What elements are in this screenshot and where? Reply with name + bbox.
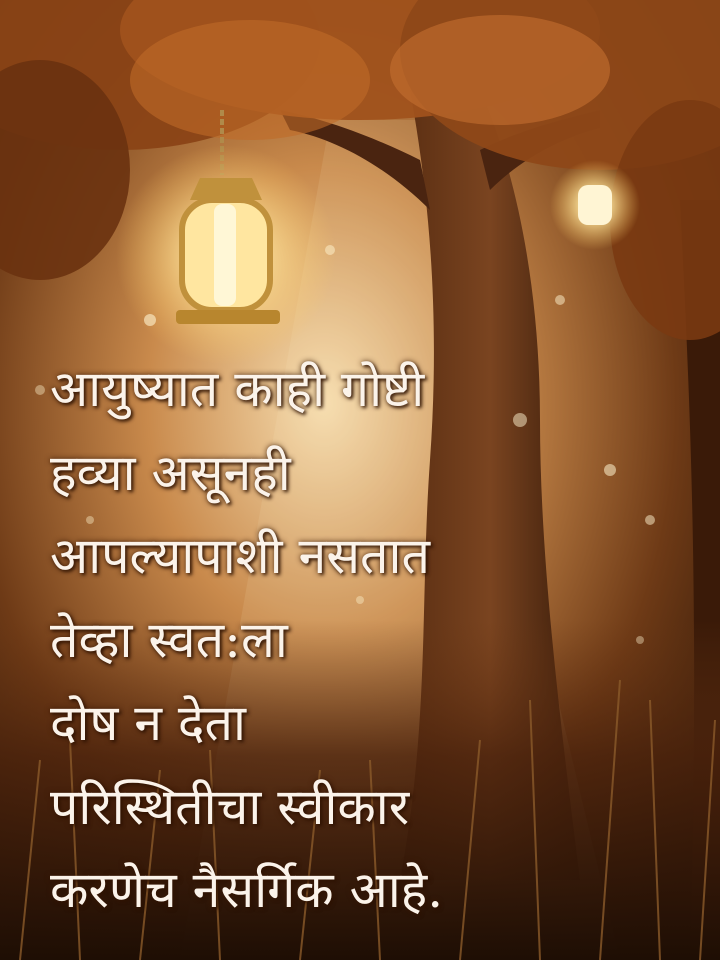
quote-line: दोष न देता: [50, 694, 246, 752]
quote-line: हव्या असूनही: [50, 443, 291, 502]
quote-line: परिस्थितीचा स्वीकार: [50, 777, 410, 836]
quote-line: तेव्हा स्वत:ला: [50, 610, 288, 669]
quote-line: आयुष्यात काही गोष्टी: [50, 360, 425, 418]
lantern-icon: [578, 185, 612, 225]
marathi-quote: [50, 348, 690, 933]
quote-line: आपल्यापाशी नसतात: [50, 527, 430, 585]
quote-line: करणेच नैसर्गिक आहे.: [50, 861, 444, 919]
